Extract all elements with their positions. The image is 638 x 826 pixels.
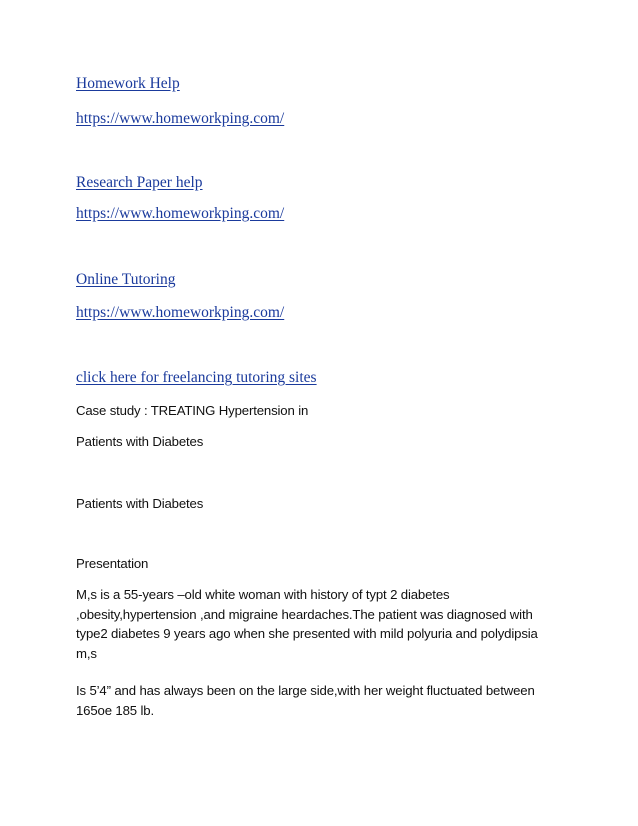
- paragraph-1-line-1: M,s is a 55-years –old white woman with history of typt 2 diabetes: [76, 587, 450, 602]
- case-study-subtitle: Patients with Diabetes: [76, 496, 204, 511]
- section-heading-presentation: Presentation: [76, 556, 149, 571]
- homework-help-link[interactable]: Homework Help: [76, 75, 180, 92]
- paragraph-1-line-3: type2 diabetes 9 years ago when she presented with mild polyuria and polydipsia: [76, 626, 538, 641]
- paragraph-1-line-2: ,obesity,hypertension ,and migraine heardaches.The patient was diagnosed with: [76, 606, 533, 622]
- presentation-paragraph-1: [76, 585, 566, 663]
- research-paper-help-link[interactable]: Research Paper help: [76, 174, 203, 191]
- paragraph-2-line-1: Is 5’4” and has always been on the large side,with her weight fluctuated between: [76, 683, 535, 698]
- freelancing-tutoring-sites-link[interactable]: click here for freelancing tutoring sites: [76, 369, 317, 386]
- case-study-title-line1: Case study : TREATING Hypertension in: [76, 403, 309, 418]
- online-tutoring-url-link[interactable]: https://www.homeworkping.com/: [76, 304, 285, 321]
- research-paper-help-url-link[interactable]: https://www.homeworkping.com/: [76, 205, 285, 222]
- presentation-paragraph-2: [76, 681, 566, 720]
- paragraph-1-line-4: m,s: [76, 645, 97, 661]
- online-tutoring-link[interactable]: Online Tutoring: [76, 271, 176, 288]
- homework-help-url-link[interactable]: https://www.homeworkping.com/: [76, 110, 285, 127]
- paragraph-2-line-2: 165oe 185 lb.: [76, 702, 154, 718]
- case-study-title-line2: Patients with Diabetes: [76, 434, 204, 449]
